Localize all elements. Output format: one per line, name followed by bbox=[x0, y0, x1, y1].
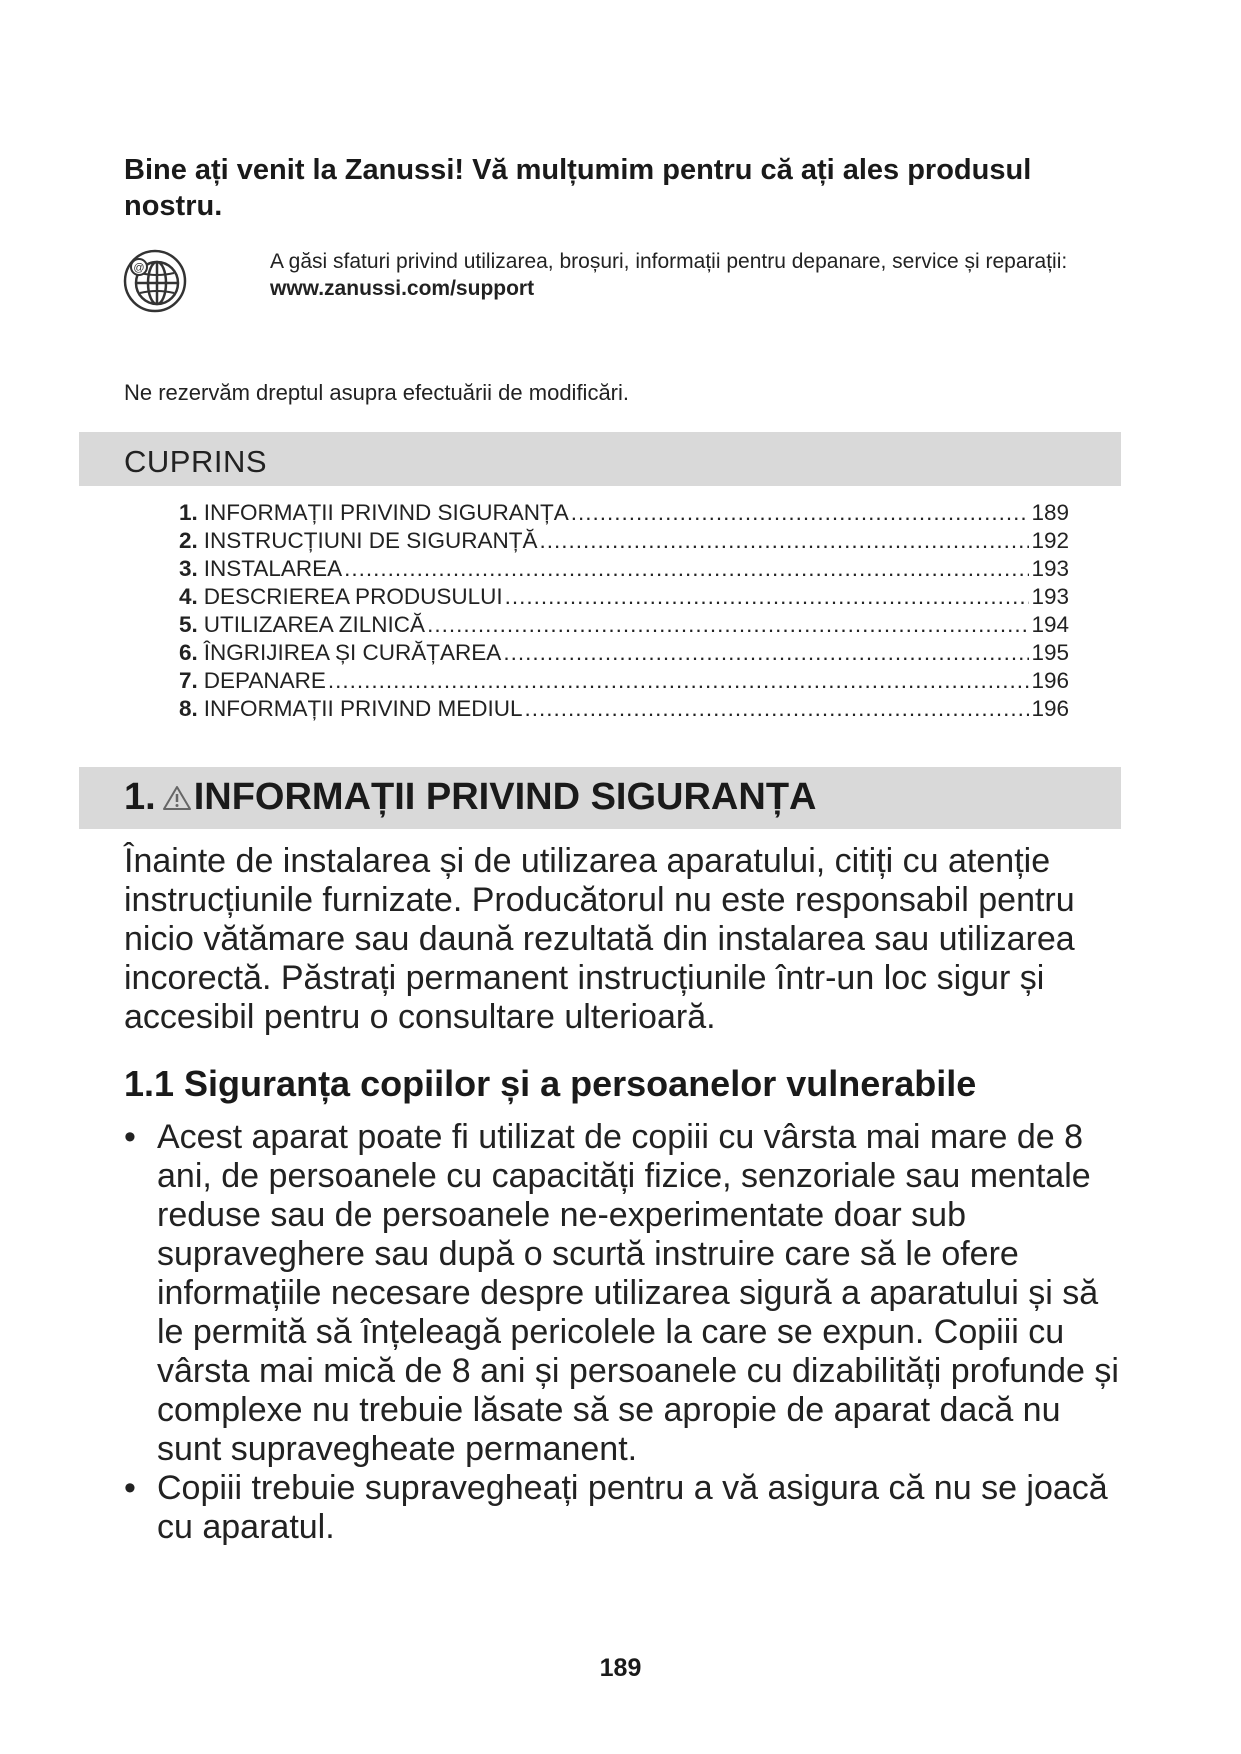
toc-item-number: 8. bbox=[179, 696, 198, 721]
toc-dot-leader bbox=[344, 556, 1029, 582]
toc-item-page: 194 bbox=[1031, 612, 1069, 637]
toc-title: CUPRINS bbox=[124, 444, 268, 479]
toc-item-number: 6. bbox=[179, 640, 198, 665]
toc-item-label: INFORMAȚII PRIVIND MEDIUL bbox=[203, 696, 523, 721]
toc-item-page: 193 bbox=[1031, 584, 1069, 609]
reserve-rights-note: Ne rezervăm dreptul asupra efectuării de modificări. bbox=[124, 380, 630, 405]
toc-item-number: 5. bbox=[179, 612, 198, 637]
globe-support-icon bbox=[122, 248, 188, 314]
bullet-mark: • bbox=[124, 1469, 136, 1507]
section-title bbox=[124, 776, 816, 819]
toc-item[interactable] bbox=[179, 612, 1069, 640]
toc-item[interactable] bbox=[179, 528, 1069, 556]
bullet-mark: • bbox=[124, 1118, 136, 1156]
bullet-text: Copiii trebuie supravegheați pentru a vă asigura că nu se joacă cu aparatul. bbox=[157, 1469, 1108, 1546]
toc-item-page: 196 bbox=[1031, 696, 1069, 721]
toc-item-number: 1. bbox=[179, 500, 198, 525]
toc-dot-leader bbox=[571, 500, 1030, 526]
section-title-text: INFORMAȚII PRIVIND SIGURANȚA bbox=[193, 776, 817, 818]
toc-item[interactable] bbox=[179, 584, 1069, 612]
safety-bullet bbox=[124, 1469, 1124, 1547]
toc-item-number: 4. bbox=[179, 584, 198, 609]
bullet-text: Acest aparat poate fi utilizat de copiii cu vârsta mai mare de 8 ani, de persoanele cu capacități fizice, senzoriale sau mentale reduse sau de persoanele ne-experimentate doar sub supraveghere sau după o scurtă instruire care să le ofere informațiile necesare despre utilizarea sigură a aparatului și să le permită să înțeleagă pericolele la care se expun. Copiii cu vârsta mai mică de 8 ani și persoanele cu dizabilități profunde și complexe nu trebuie lăsate să se apropie de aparat dacă nu sunt supravegheate permanent. bbox=[157, 1118, 1119, 1468]
toc-header-bar bbox=[79, 432, 1121, 486]
section-number: 1. bbox=[124, 776, 156, 818]
toc-item[interactable] bbox=[179, 640, 1069, 668]
toc-item-number: 7. bbox=[179, 668, 198, 693]
support-link[interactable]: www.zanussi.com/support bbox=[270, 277, 535, 300]
toc-item-label: ÎNGRIJIREA ȘI CURĂȚAREA bbox=[203, 640, 502, 665]
toc-item-page: 189 bbox=[1031, 500, 1069, 525]
toc-item[interactable] bbox=[179, 668, 1069, 696]
toc-dot-leader bbox=[427, 612, 1029, 638]
toc-dot-leader bbox=[540, 528, 1030, 554]
toc-item-label: INSTRUCȚIUNI DE SIGURANȚĂ bbox=[203, 528, 538, 553]
safety-bullet-list bbox=[124, 1118, 1124, 1547]
toc-item[interactable] bbox=[179, 696, 1069, 724]
toc-item[interactable] bbox=[179, 500, 1069, 528]
welcome-heading: Bine ați venit la Zanussi! Vă mulțumim pentru că ați ales produsul nostru. bbox=[124, 154, 1032, 222]
toc-item-label: INFORMAȚII PRIVIND SIGURANȚA bbox=[203, 500, 569, 525]
toc-item-number: 2. bbox=[179, 528, 198, 553]
toc-item-page: 192 bbox=[1031, 528, 1069, 553]
toc-item-label: DESCRIEREA PRODUSULUI bbox=[203, 584, 503, 609]
toc-list bbox=[179, 500, 1069, 724]
page-number: 189 bbox=[599, 1654, 642, 1682]
toc-item-page: 193 bbox=[1031, 556, 1069, 581]
toc-item-page: 195 bbox=[1031, 640, 1069, 665]
toc-dot-leader bbox=[525, 696, 1030, 722]
subsection-title: 1.1 Siguranța copiilor și a persoanelor vulnerabile bbox=[124, 1063, 977, 1104]
toc-item-label: DEPANARE bbox=[203, 668, 326, 693]
warning-triangle-icon bbox=[162, 784, 192, 812]
toc-item-label: UTILIZAREA ZILNICĂ bbox=[203, 612, 426, 637]
support-description: A găsi sfaturi privind utilizarea, broșuri, informații pentru depanare, service și reparații: bbox=[270, 250, 1068, 273]
toc-item-label: INSTALAREA bbox=[203, 556, 343, 581]
toc-dot-leader bbox=[328, 668, 1030, 694]
section-header-bar bbox=[79, 767, 1121, 829]
toc-dot-leader bbox=[505, 584, 1030, 610]
toc-item[interactable] bbox=[179, 556, 1069, 584]
support-info bbox=[270, 248, 1090, 302]
svg-text:@: @ bbox=[133, 262, 145, 274]
safety-bullet bbox=[124, 1118, 1124, 1469]
section-intro-paragraph: Înainte de instalarea și de utilizarea aparatului, citiți cu atenție instrucțiunile furnizate. Producătorul nu este responsabil pentru nicio vătămare sau daună rezultată din instalarea sau utilizarea incorectă. Păstrați permanent instrucțiunile într-un loc sigur și accesibil pentru o consultare ulterioară. bbox=[124, 842, 1075, 1036]
toc-item-page: 196 bbox=[1031, 668, 1069, 693]
toc-dot-leader bbox=[503, 640, 1029, 666]
toc-item-number: 3. bbox=[179, 556, 198, 581]
